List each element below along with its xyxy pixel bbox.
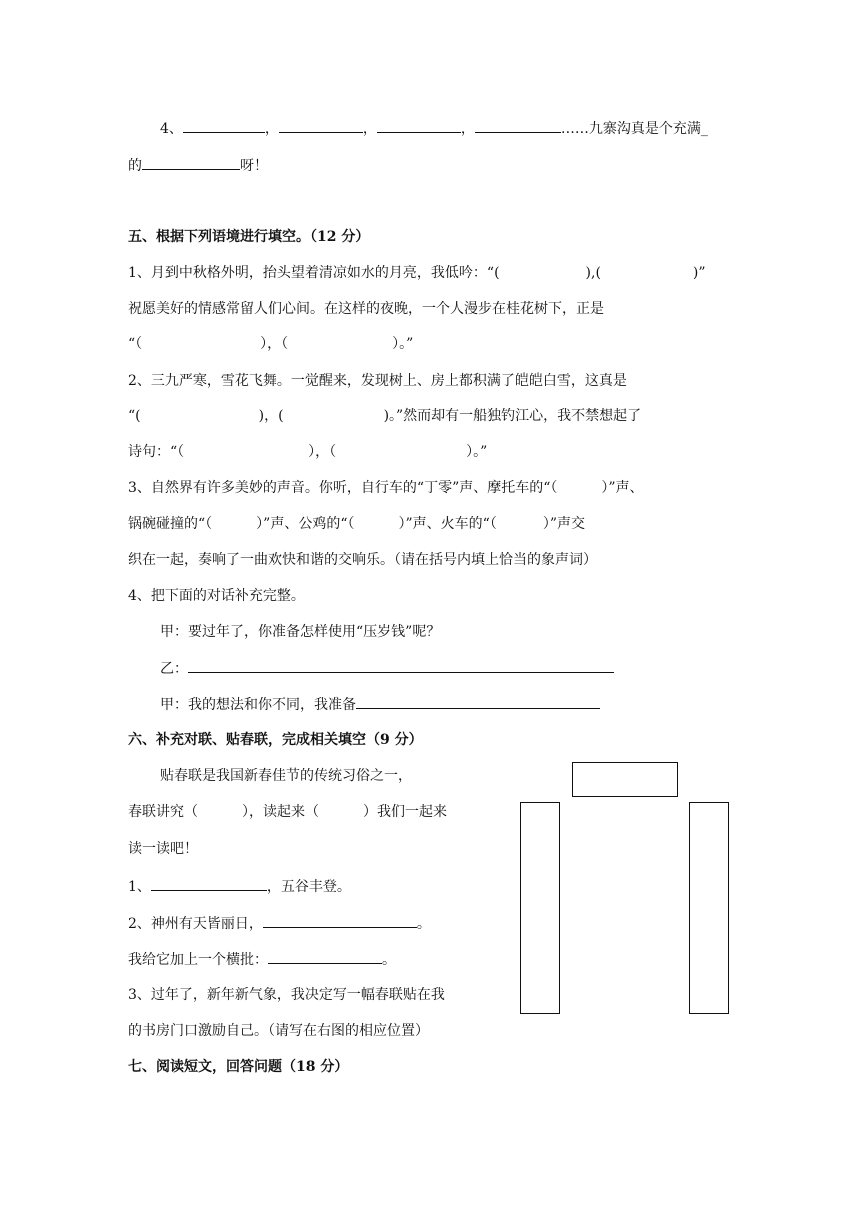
- s5-q1-line3: [128, 334, 413, 354]
- s6-line-4: 3、过年了，新年新气象，我决定写一幅春联贴在我: [128, 987, 445, 1003]
- s5-q4-line2: 甲：要过年了，你准备怎样使用“压岁钱”呢？: [160, 624, 441, 640]
- s6-l3-text: 我给它加上一个横批：: [128, 952, 268, 968]
- comma: ，: [362, 121, 377, 137]
- s6-l1-number: 1、: [128, 879, 151, 895]
- s5-q1-text-b: ),(: [585, 265, 601, 281]
- s5-q2-text-e: 诗句：“（: [128, 444, 185, 460]
- s5-q3-line3: 织在一起，奏响了一曲欢快和谐的交响乐。（请在括号内填上恰当的象声词）: [128, 552, 597, 568]
- q4-line2-pre: 的: [128, 158, 142, 174]
- s5-q3-text-f: ）”声交: [542, 516, 585, 532]
- q4-line2-post: 呀！: [240, 158, 268, 174]
- s6-para-2: [128, 802, 447, 822]
- s5-q4-speaker-b: 乙：: [160, 661, 188, 677]
- s6-l2-end: 。: [416, 916, 431, 932]
- s5-q2-line2: [128, 406, 641, 426]
- s5-q3-text-b: ）”声、: [601, 480, 644, 496]
- s6-para-3: 读一读吧！: [128, 841, 198, 857]
- s6-l1-text: ，五谷丰登。: [266, 879, 351, 895]
- section-7-heading: 七、阅读短文，回答问题（18 分）: [128, 1059, 349, 1075]
- s5-q2-text-b: “(: [128, 408, 141, 424]
- s6-line-5: 的书房门口激励自己。（请写在右图的相应位置）: [128, 1023, 429, 1039]
- s5-q3-text-c: 锅碗碰撞的“（: [128, 516, 213, 532]
- q4-number: 4、: [160, 121, 183, 137]
- s5-q3-text-e: ）”声、火车的“（: [398, 516, 497, 532]
- blank-1[interactable]: [183, 118, 265, 133]
- s5-q4-line3: [160, 658, 614, 679]
- q4-fill-line-2: [128, 155, 268, 176]
- s5-q2-line1: 2、三九严寒，雪花飞舞。一觉醒来，发现树上、房上都积满了皑皑白雪，这真是: [128, 373, 627, 389]
- s6-p2-text-b: ），读起来（: [242, 804, 319, 820]
- blank-5[interactable]: [142, 155, 240, 170]
- s5-q1-line2: 祝愿美好的情感常留人们心间。在这样的夜晚，一个人漫步在桂花树下，正是: [128, 301, 604, 317]
- s5-q1-text-c: )”: [692, 265, 706, 281]
- answer-line[interactable]: [151, 876, 267, 891]
- s6-line-2: [128, 913, 431, 934]
- s6-para-1: 贴春联是我国新春佳节的传统习俗之一，: [160, 768, 412, 784]
- answer-line[interactable]: [356, 694, 600, 709]
- answer-line[interactable]: [263, 913, 417, 928]
- s5-q4-speaker-a: 甲：我的想法和你不同，我准备: [160, 697, 356, 713]
- s6-line-1: [128, 876, 351, 897]
- s5-q2-text-g: ）。”: [466, 444, 488, 460]
- couplet-left-box[interactable]: [520, 802, 560, 1014]
- couplet-right-box[interactable]: [689, 802, 729, 1014]
- s5-q2-line3: [128, 442, 487, 462]
- s6-l2-text: 2、神州有天皆丽日，: [128, 916, 263, 932]
- s5-q2-text-d: )。”然而却有一船独钓江心，我不禁想起了: [383, 408, 642, 424]
- section-6-heading: 六、补充对联、贴春联，完成相关填空（9 分）: [128, 732, 423, 748]
- section-5-heading: 五、根据下列语境进行填空。（12 分）: [128, 229, 370, 245]
- s5-q1-text-e: “（: [128, 336, 143, 352]
- s5-q4-line4: [160, 694, 600, 715]
- couplet-horizontal-box[interactable]: [572, 762, 678, 797]
- answer-line[interactable]: [268, 949, 382, 964]
- comma: ，: [264, 121, 279, 137]
- s5-q1-text-f: ），（: [260, 336, 289, 352]
- s5-q3-text-a: 3、自然界有许多美妙的声音。你听，自行车的“丁零”声、摩托车的“（: [128, 480, 558, 496]
- s6-line-3: [128, 949, 396, 970]
- blank-4[interactable]: [475, 118, 561, 133]
- s6-l3-end: 。: [382, 952, 396, 968]
- s6-p2-text-a: 春联讲究（: [128, 804, 198, 820]
- s5-q3-line2: [128, 514, 585, 534]
- s5-q3-line1: [128, 478, 644, 498]
- s5-q1-line1: [128, 263, 706, 283]
- blank-3[interactable]: [377, 118, 461, 133]
- s5-q2-text-f: ），（: [308, 444, 337, 460]
- q4-fill-line: [160, 118, 708, 139]
- comma: ，: [460, 121, 475, 137]
- answer-line[interactable]: [188, 658, 614, 673]
- s5-q4-line1: 4、把下面的对话补充完整。: [128, 588, 305, 604]
- s5-q3-text-d: ）”声、公鸡的“（: [256, 516, 355, 532]
- s5-q1-text-g: ）。”: [392, 336, 414, 352]
- blank-2[interactable]: [279, 118, 363, 133]
- s6-p2-text-c: ）我们一起来: [363, 804, 447, 820]
- s5-q2-text-c: )，(: [258, 408, 284, 424]
- q4-after-text: ……九寨沟真是个充满_: [560, 121, 708, 137]
- s5-q1-text-a: 1、月到中秋格外明，抬头望着清凉如水的月亮，我低吟：“(: [128, 265, 500, 281]
